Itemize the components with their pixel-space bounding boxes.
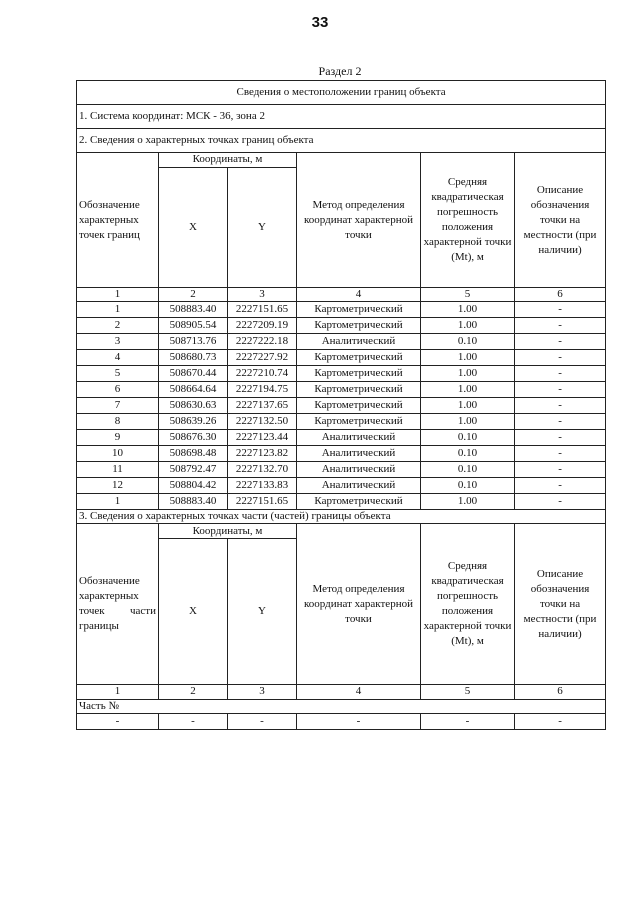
parts-header-x: X [159, 539, 228, 685]
cell-point: 6 [77, 382, 159, 398]
table-row [77, 713, 606, 729]
cell-point: 12 [77, 478, 159, 494]
table-row [77, 398, 606, 414]
cell-desc: - [515, 398, 606, 414]
column-number: 2 [159, 288, 228, 302]
cell-y: 2227227.92 [228, 350, 297, 366]
cell-method: Аналитический [297, 430, 421, 446]
cell-point: 9 [77, 430, 159, 446]
cell-y: 2227133.83 [228, 478, 297, 494]
cell-x: 508792.47 [159, 462, 228, 478]
cell-x: - [159, 713, 228, 729]
cell-method: Картометрический [297, 302, 421, 318]
coordinate-system: 1. Система координат: МСК - 36, зона 2 [77, 105, 606, 129]
header-designation: Обозначение характерных точек границ [77, 153, 159, 288]
cell-y: 2227123.44 [228, 430, 297, 446]
cell-mt: 1.00 [421, 350, 515, 366]
cell-x: 508883.40 [159, 302, 228, 318]
table-row [77, 414, 606, 430]
cell-desc: - [515, 414, 606, 430]
cell-method: Картометрический [297, 366, 421, 382]
cell-method: Картометрический [297, 398, 421, 414]
cell-y: 2227151.65 [228, 494, 297, 510]
cell-x: 508905.54 [159, 318, 228, 334]
cell-y: - [228, 713, 297, 729]
cell-method: Картометрический [297, 494, 421, 510]
column-number: 6 [515, 288, 606, 302]
header-description: Описание обозначения точки на местности (при наличии) [515, 153, 606, 288]
table-row [77, 334, 606, 350]
column-number: 1 [77, 288, 159, 302]
cell-mt: 0.10 [421, 334, 515, 350]
points-section-title: 2. Сведения о характерных точках границ объекта [77, 129, 606, 153]
cell-mt: 0.10 [421, 478, 515, 494]
parts-section-title: 3. Сведения о характерных точках части (частей) границы объекта [77, 510, 606, 524]
parts-column-number: 1 [77, 685, 159, 699]
header-coordinates: Координаты, м [159, 153, 297, 168]
table-row [77, 430, 606, 446]
parts-column-number: 2 [159, 685, 228, 699]
parts-column-number: 5 [421, 685, 515, 699]
column-number: 3 [228, 288, 297, 302]
parts-column-number: 6 [515, 685, 606, 699]
cell-mt: 0.10 [421, 462, 515, 478]
cell-mt: - [421, 713, 515, 729]
cell-method: Аналитический [297, 334, 421, 350]
cell-mt: 1.00 [421, 318, 515, 334]
column-number: 5 [421, 288, 515, 302]
cell-method: Картометрический [297, 318, 421, 334]
cell-y: 2227137.65 [228, 398, 297, 414]
parts-column-number: 4 [297, 685, 421, 699]
cell-method: Аналитический [297, 462, 421, 478]
cell-point: 4 [77, 350, 159, 366]
cell-method: Картометрический [297, 414, 421, 430]
column-number: 4 [297, 288, 421, 302]
cell-desc: - [515, 302, 606, 318]
table-row [77, 478, 606, 494]
cell-mt: 0.10 [421, 446, 515, 462]
cell-desc: - [515, 462, 606, 478]
parts-header-description: Описание обозначения точки на местности (при наличии) [515, 524, 606, 685]
table-row [77, 462, 606, 478]
cell-desc: - [515, 478, 606, 494]
cell-mt: 1.00 [421, 414, 515, 430]
cell-x: 508676.30 [159, 430, 228, 446]
cell-point: - [77, 713, 159, 729]
parts-header-designation: Обозначение характерных точек части границы [77, 524, 159, 685]
cell-y: 2227132.70 [228, 462, 297, 478]
cell-desc: - [515, 382, 606, 398]
header-y: Y [228, 168, 297, 288]
cell-point: 10 [77, 446, 159, 462]
table-title: Сведения о местоположении границ объекта [77, 81, 606, 105]
cell-mt: 1.00 [421, 398, 515, 414]
cell-y: 2227210.74 [228, 366, 297, 382]
cell-x: 508698.48 [159, 446, 228, 462]
cell-y: 2227151.65 [228, 302, 297, 318]
cell-method: Аналитический [297, 446, 421, 462]
parts-header-accuracy: Средняя квадратическая погрешность положения характерной точки (Mt), м [421, 524, 515, 685]
part-label: Часть № [77, 699, 606, 713]
parts-header-coordinates: Координаты, м [159, 524, 297, 539]
cell-x: 508713.76 [159, 334, 228, 350]
parts-header-y: Y [228, 539, 297, 685]
cell-y: 2227194.75 [228, 382, 297, 398]
header-x: X [159, 168, 228, 288]
cell-point: 2 [77, 318, 159, 334]
cell-x: 508680.73 [159, 350, 228, 366]
cell-y: 2227222.18 [228, 334, 297, 350]
cell-desc: - [515, 350, 606, 366]
cell-x: 508670.44 [159, 366, 228, 382]
parts-column-number: 3 [228, 685, 297, 699]
table-row [77, 318, 606, 334]
cell-point: 11 [77, 462, 159, 478]
cell-y: 2227132.50 [228, 414, 297, 430]
header-accuracy: Средняя квадратическая погрешность положения характерной точки (Mt), м [421, 153, 515, 288]
cell-mt: 1.00 [421, 494, 515, 510]
parts-rows-body [77, 713, 606, 729]
page-number: 33 [311, 14, 329, 31]
cell-point: 3 [77, 334, 159, 350]
cell-method: - [297, 713, 421, 729]
cell-method: Аналитический [297, 478, 421, 494]
table-row [77, 350, 606, 366]
cell-desc: - [515, 366, 606, 382]
cell-desc: - [515, 334, 606, 350]
section-label: Раздел 2 [318, 64, 362, 78]
cell-point: 1 [77, 302, 159, 318]
cell-desc: - [515, 494, 606, 510]
cell-desc: - [515, 446, 606, 462]
table-row [77, 382, 606, 398]
cell-x: 508804.42 [159, 478, 228, 494]
cell-y: 2227123.82 [228, 446, 297, 462]
parts-table-body [77, 510, 606, 714]
table-row [77, 366, 606, 382]
cell-mt: 1.00 [421, 382, 515, 398]
parts-header-method: Метод определения координат характерной точки [297, 524, 421, 685]
table-row [77, 302, 606, 318]
cell-point: 8 [77, 414, 159, 430]
table-row [77, 494, 606, 510]
cell-x: 508664.64 [159, 382, 228, 398]
cell-method: Картометрический [297, 350, 421, 366]
cell-x: 508883.40 [159, 494, 228, 510]
cell-x: 508639.26 [159, 414, 228, 430]
boundary-table-body [77, 81, 606, 302]
cell-desc: - [515, 318, 606, 334]
cell-point: 1 [77, 494, 159, 510]
cell-mt: 1.00 [421, 302, 515, 318]
points-table-body [77, 302, 606, 510]
cell-mt: 0.10 [421, 430, 515, 446]
header-method: Метод определения координат характерной точки [297, 153, 421, 288]
cell-point: 5 [77, 366, 159, 382]
table-row [77, 446, 606, 462]
cell-point: 7 [77, 398, 159, 414]
cell-y: 2227209.19 [228, 318, 297, 334]
cell-method: Картометрический [297, 382, 421, 398]
boundary-table [76, 80, 606, 730]
cell-x: 508630.63 [159, 398, 228, 414]
cell-desc: - [515, 430, 606, 446]
cell-mt: 1.00 [421, 366, 515, 382]
cell-desc: - [515, 713, 606, 729]
